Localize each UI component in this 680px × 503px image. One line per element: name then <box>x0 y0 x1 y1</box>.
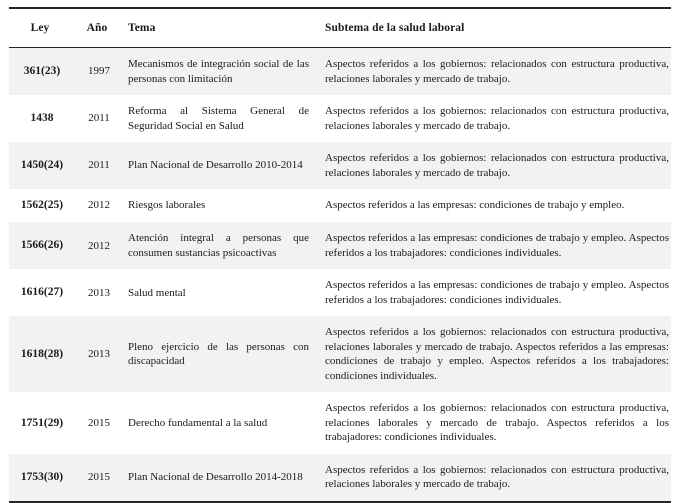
table-row <box>9 269 671 316</box>
cell-tema: Plan Nacional de Desarrollo 2010-2014 <box>123 142 319 189</box>
cell-tema: Mecanismos de integración social de las personas con limitación <box>123 48 319 96</box>
cell-anio: 2011 <box>75 95 123 142</box>
table-row <box>9 95 671 142</box>
cell-ley: 1562(25) <box>9 189 75 222</box>
column-header-anio: Año <box>75 8 123 48</box>
table-header-row <box>9 8 671 48</box>
table-row <box>9 222 671 269</box>
table-row <box>9 316 671 392</box>
cell-ley: 1450(24) <box>9 142 75 189</box>
table-row <box>9 142 671 189</box>
cell-subtema: Aspectos referidos a los gobiernos: relacionados con estructura productiva, relaciones laborales y mercado de trabajo. <box>319 48 671 96</box>
cell-anio: 2011 <box>75 142 123 189</box>
table-row <box>9 48 671 96</box>
cell-ley: 1751(29) <box>9 392 75 454</box>
cell-tema: Pleno ejercicio de las personas con discapacidad <box>123 316 319 392</box>
cell-subtema: Aspectos referidos a los gobiernos: relacionados con estructura productiva, relaciones laborales y mercado de trabajo. <box>319 95 671 142</box>
cell-tema: Riesgos laborales <box>123 189 319 222</box>
table-row <box>9 392 671 454</box>
cell-anio: 2012 <box>75 222 123 269</box>
column-header-subtema: Subtema de la salud laboral <box>319 8 671 48</box>
cell-subtema: Aspectos referidos a las empresas: condiciones de trabajo y empleo. Aspectos referidos a los trabajadores: condiciones individuales. <box>319 269 671 316</box>
cell-anio: 2012 <box>75 189 123 222</box>
column-header-tema: Tema <box>123 8 319 48</box>
cell-ley: 1566(26) <box>9 222 75 269</box>
cell-subtema: Aspectos referidos a los gobiernos: relacionados con estructura productiva, relaciones laborales y mercado de trabajo. Aspectos referidos a los trabajadores: condiciones individuales. <box>319 392 671 454</box>
table-header <box>9 8 671 48</box>
table-row <box>9 454 671 502</box>
cell-anio: 2015 <box>75 392 123 454</box>
cell-tema: Reforma al Sistema General de Seguridad Social en Salud <box>123 95 319 142</box>
cell-tema: Derecho fundamental a la salud <box>123 392 319 454</box>
cell-tema: Plan Nacional de Desarrollo 2014-2018 <box>123 454 319 502</box>
cell-anio: 2015 <box>75 454 123 502</box>
cell-tema: Atención integral a personas que consumen sustancias psicoactivas <box>123 222 319 269</box>
cell-ley: 1616(27) <box>9 269 75 316</box>
cell-ley: 361(23) <box>9 48 75 96</box>
cell-tema: Salud mental <box>123 269 319 316</box>
cell-ley: 1618(28) <box>9 316 75 392</box>
cell-anio: 2013 <box>75 316 123 392</box>
cell-ley: 1753(30) <box>9 454 75 502</box>
cell-subtema: Aspectos referidos a las empresas: condiciones de trabajo y empleo. <box>319 189 671 222</box>
cell-subtema: Aspectos referidos a los gobiernos: relacionados con estructura productiva, relaciones laborales y mercado de trabajo. Aspectos referidos a las empresas: condiciones de trabajo y empleo. Aspectos referidos a los trabajadores: condiciones individuales. <box>319 316 671 392</box>
cell-ley: 1438 <box>9 95 75 142</box>
cell-subtema: Aspectos referidos a los gobiernos: relacionados con estructura productiva, relaciones laborales y mercado de trabajo. <box>319 142 671 189</box>
cell-anio: 1997 <box>75 48 123 96</box>
laws-table <box>9 7 671 503</box>
table-row <box>9 189 671 222</box>
table-body <box>9 48 671 502</box>
cell-subtema: Aspectos referidos a los gobiernos: relacionados con estructura productiva, relaciones laborales y mercado de trabajo. <box>319 454 671 502</box>
cell-anio: 2013 <box>75 269 123 316</box>
cell-subtema: Aspectos referidos a las empresas: condiciones de trabajo y empleo. Aspectos referidos a los trabajadores: condiciones individuales. <box>319 222 671 269</box>
column-header-ley: Ley <box>9 8 75 48</box>
